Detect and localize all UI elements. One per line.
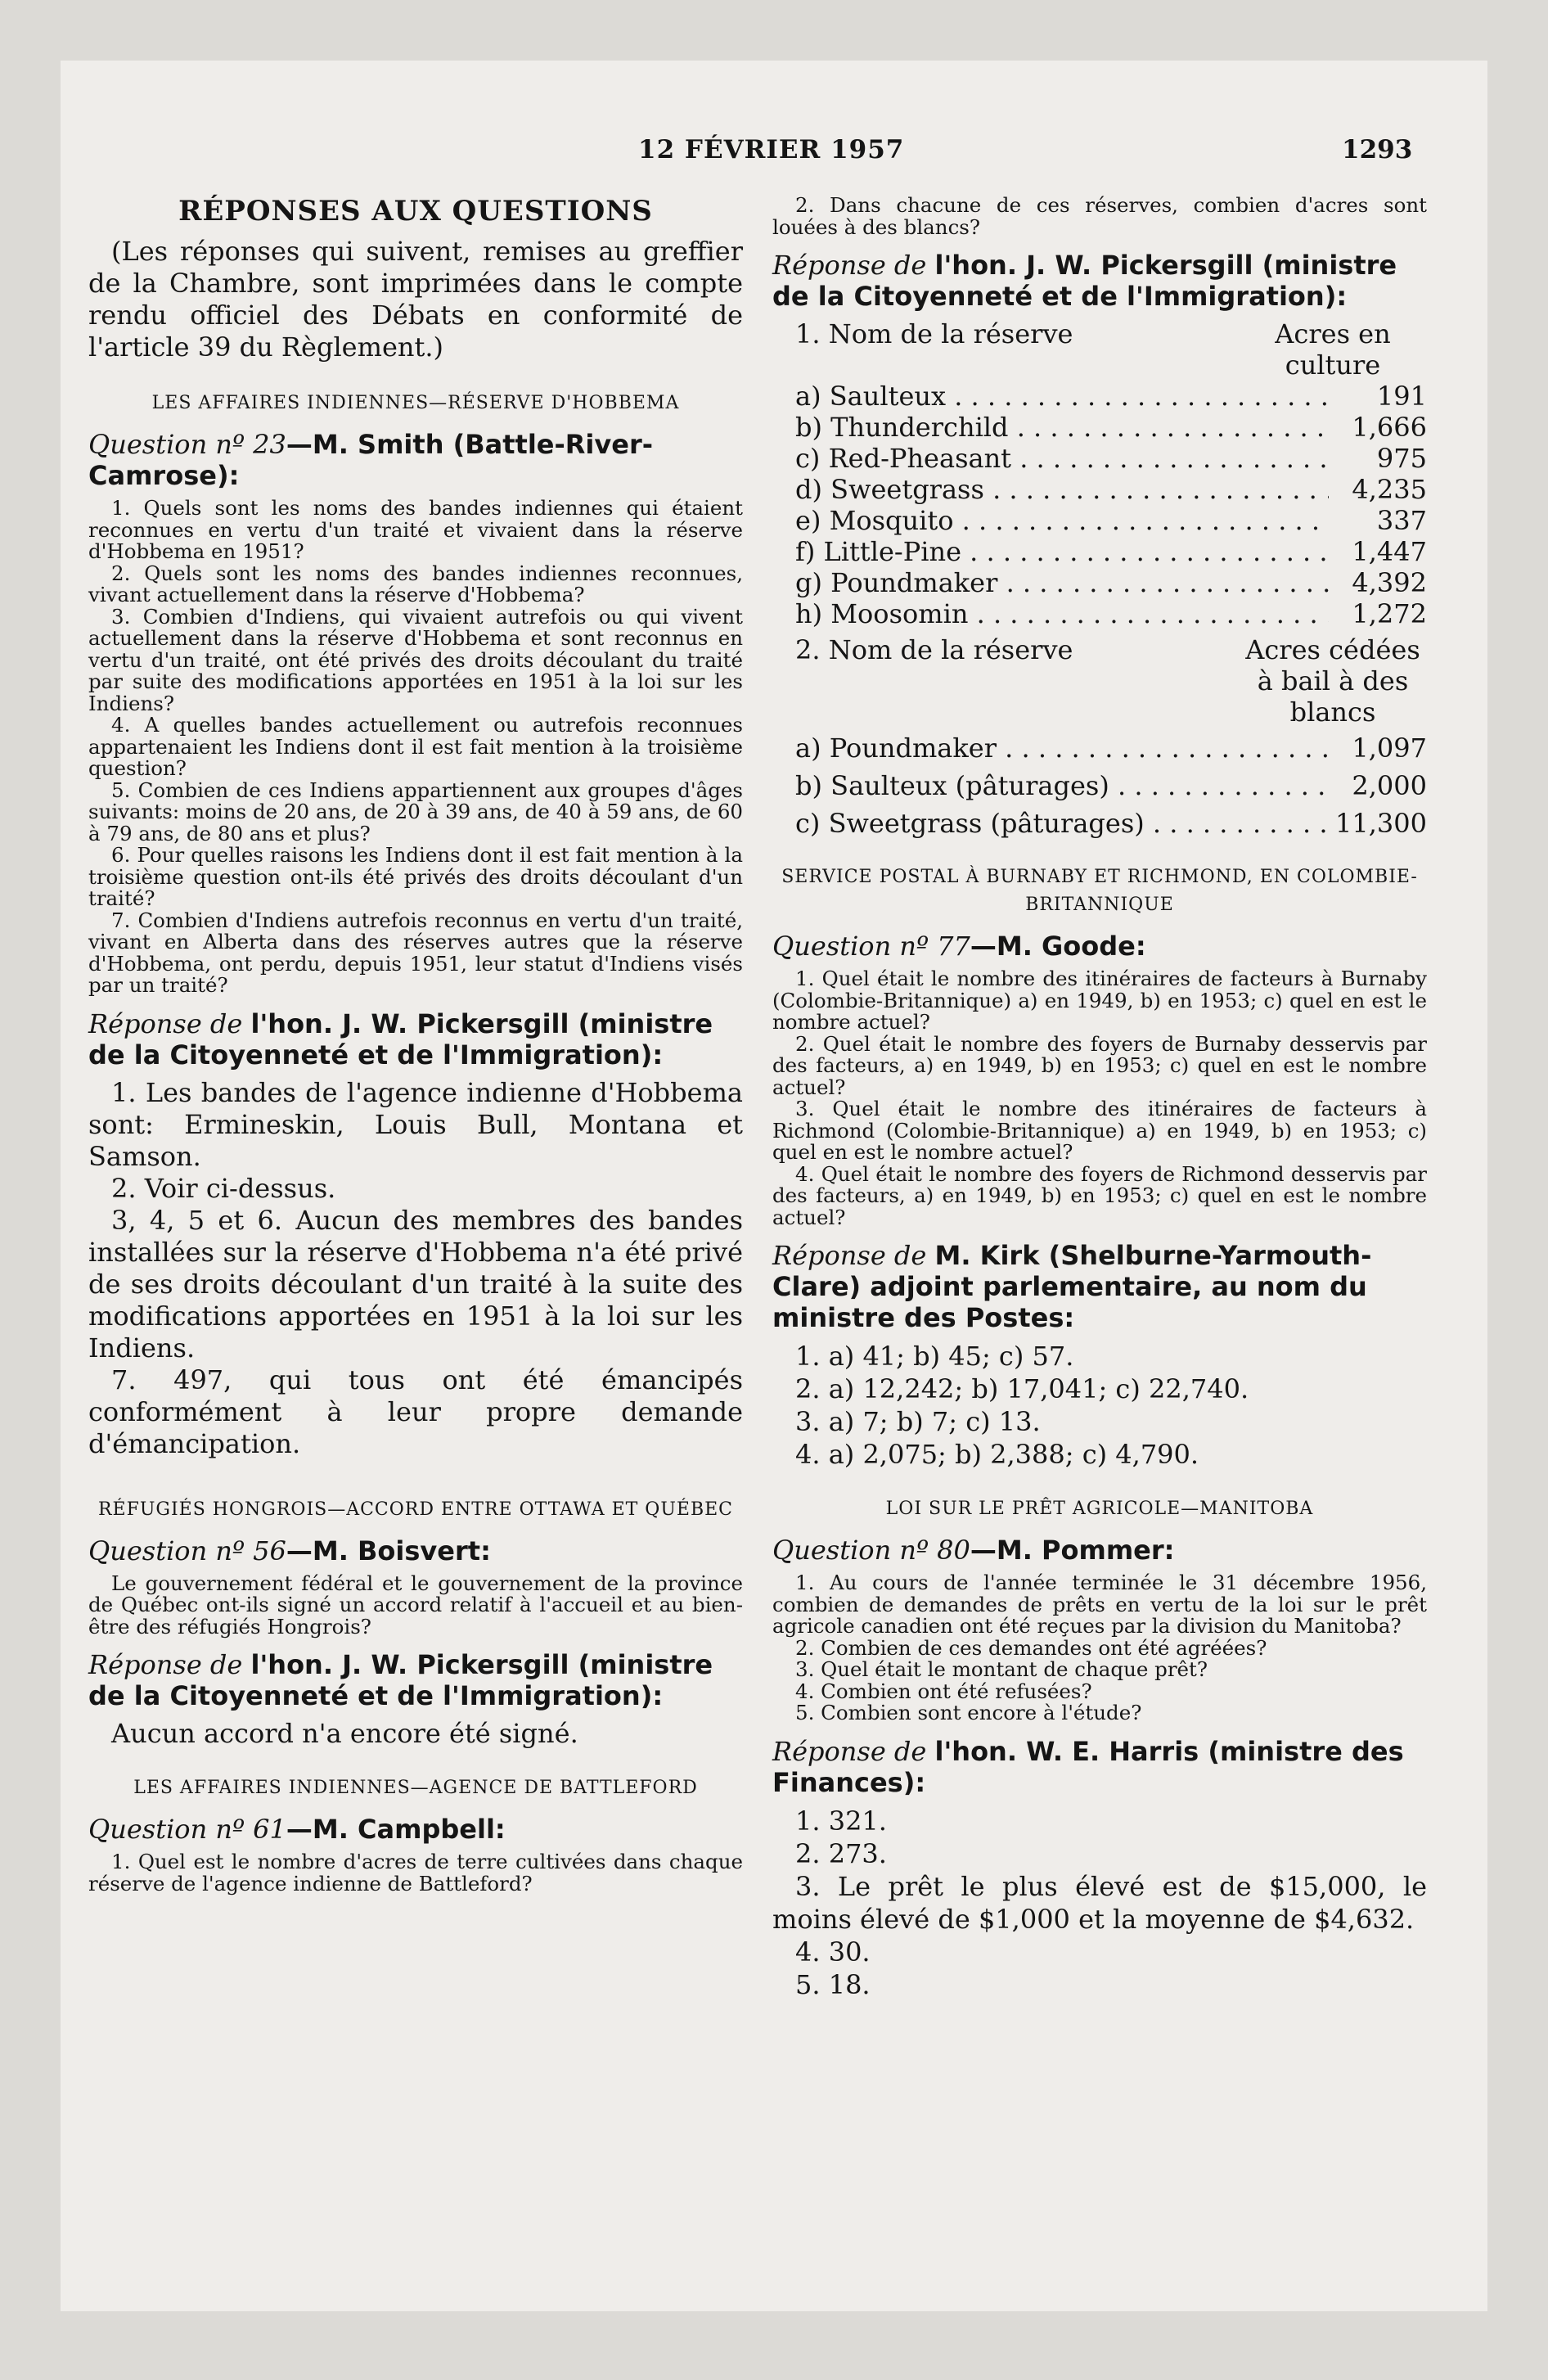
response-member: l'hon. J. W. Pickersgill (ministre de la Citoyenneté et de l'Immigration):: [88, 1007, 713, 1071]
table-head-left: 1. Nom de la réserve: [795, 318, 1073, 349]
table-header: [772, 318, 1427, 381]
response-prefix: Réponse de: [88, 1649, 243, 1680]
question-item: 2. Dans chacune de ces réserves, combien d'acres sont louées à des blancs?: [772, 193, 1427, 239]
question-61: [88, 1814, 743, 1845]
response-member: l'hon. J. W. Pickersgill (ministre de la Citoyenneté et de l'Immigration):: [772, 250, 1397, 312]
answer-item: 1. a) 41; b) 45; c) 57.: [795, 1341, 1074, 1372]
table-row: [795, 770, 1427, 801]
row-value: 191: [1376, 381, 1427, 412]
row-label: h) Moosomin . . .: [795, 598, 1329, 629]
question-member: —M. Boisvert:: [286, 1535, 491, 1566]
header-date: 12 FÉVRIER 1957: [638, 135, 905, 165]
row-label: b) Thunderchild . . .: [795, 412, 1329, 443]
table-header: [772, 634, 1427, 728]
row-label: g) Poundmaker . . .: [795, 567, 1329, 598]
question-number: Question nº 77: [772, 931, 970, 962]
response-prefix: Réponse de: [772, 250, 927, 281]
left-column: [88, 195, 743, 1895]
response-member: l'hon. J. W. Pickersgill (ministre de la Citoyenneté et de l'Immigration):: [88, 1649, 713, 1711]
table-row: [795, 381, 1427, 412]
scan-border-left: [0, 0, 61, 2380]
row-value: 1,097: [1352, 732, 1427, 764]
answer-item: 2. a) 12,242; b) 17,041; c) 22,740.: [795, 1373, 1249, 1404]
response-61: [772, 250, 1427, 312]
intro-paragraph: (Les réponses qui suivent, remises au greffier de la Chambre, sont imprimées dans le compte rendu officiel des Débats en conformité de l'article 39 du Règlement.): [88, 236, 743, 363]
section-heading-service-postal: SERVICE POSTAL À BURNABY ET RICHMOND, EN COLOMBIE-BRITANNIQUE: [781, 867, 1418, 915]
response-23: [88, 1008, 743, 1071]
response-prefix: Réponse de: [88, 1007, 243, 1039]
response-member: l'hon. W. E. Harris (ministre des Finances):: [772, 1735, 1404, 1798]
row-label: d) Sweetgrass . . .: [795, 474, 1329, 505]
table-head-left: 2. Nom de la réserve: [795, 634, 1073, 665]
row-value: 1,447: [1352, 536, 1427, 567]
question-item: 2. Combien de ces demandes ont été agréées?: [795, 1635, 1267, 1660]
response-56: [88, 1649, 743, 1711]
table-head-right: Acres cédées à bail à des blancs: [1245, 634, 1420, 728]
row-value: 2,000: [1352, 770, 1427, 801]
row-label: b) Saulteux (pâturages) . . .: [795, 770, 1329, 801]
section-heading-refugies: RÉFUGIÉS HONGROIS—ACCORD ENTRE OTTAWA ET QUÉBEC: [97, 1499, 734, 1520]
section-heading-pret-agricole: LOI SUR LE PRÊT AGRICOLE—MANITOBA: [885, 1499, 1314, 1519]
scan-border-top: [0, 0, 1548, 61]
page-header: [0, 135, 1548, 171]
question-number: Question nº 23: [88, 429, 286, 460]
question-item: 3. Quel était le nombre des itinéraires de facteurs à Richmond (Colombie-Britannique) a) en 1949, b) en 1953; c) quel en est le nombre actuel?: [772, 1097, 1427, 1164]
answer-item: 4. a) 2,075; b) 2,388; c) 4,790.: [795, 1439, 1199, 1470]
question-item: 7. Combien d'Indiens autrefois reconnus en vertu d'un traité, vivant en Alberta dans des réserves autres que la réserve d'Hobbema, ont perdu, depuis 1951, leur statut d'Indiens visés par un traité?: [88, 908, 743, 997]
row-label: a) Saulteux . . .: [795, 381, 1329, 412]
question-number: Question nº 56: [88, 1535, 286, 1566]
row-value: 4,392: [1352, 567, 1427, 598]
question-77: [772, 931, 1427, 962]
question-item: 2. Quel était le nombre des foyers de Burnaby desservis par des facteurs, a) en 1949, b) en 1953; c) quel en est le nombre actuel?: [772, 1031, 1427, 1099]
question-56: [88, 1535, 743, 1566]
response-member: M. Kirk (Shelburne-Yarmouth-Clare) adjoint parlementaire, au nom du ministre des Postes:: [772, 1240, 1372, 1333]
scan-border-right: [1487, 0, 1548, 2380]
page-number: 1293: [1342, 135, 1413, 165]
table-row: [795, 474, 1427, 505]
question-item: 5. Combien sont encore à l'étude?: [795, 1701, 1142, 1724]
response-80: [772, 1736, 1427, 1798]
question-member: —M. Campbell:: [286, 1814, 506, 1845]
table-row: [795, 505, 1427, 536]
table-row: [795, 732, 1427, 764]
row-label: e) Mosquito . . .: [795, 505, 1329, 536]
answer-item: 3, 4, 5 et 6. Aucun des membres des bandes installées sur la réserve d'Hobbema n'a été privé de ses droits découlant d'un traité à la suite des modifications apportées en 1951 à la loi sur les Indiens.: [88, 1204, 743, 1364]
answer-56: Aucun accord n'a encore été signé.: [111, 1718, 578, 1749]
answer-item: 4. 30.: [795, 1936, 871, 1968]
answer-item: 7. 497, qui tous ont été émancipés conformément à leur propre demande d'émancipation.: [88, 1364, 743, 1459]
question-item: 2. Quels sont les noms des bandes indiennes reconnues, vivant actuellement dans la réserve d'Hobbema?: [88, 561, 743, 606]
scan-border-bottom: [0, 2311, 1548, 2380]
question-member: —M. Pommer:: [970, 1535, 1175, 1566]
table-row: [795, 808, 1427, 839]
row-value: 975: [1376, 443, 1427, 474]
answer-item: 1. Les bandes de l'agence indienne d'Hobbema sont: Ermineskin, Louis Bull, Montana et Samson.: [88, 1076, 743, 1172]
row-label: a) Poundmaker . . .: [795, 732, 1329, 764]
row-value: 4,235: [1352, 474, 1427, 505]
table-row: [795, 443, 1427, 474]
right-column: [772, 195, 1427, 2001]
question-item: 1. Quel était le nombre des itinéraires de facteurs à Burnaby (Colombie-Britannique) a) en 1949, b) en 1953; c) quel en est le nombre actuel?: [772, 967, 1427, 1034]
row-value: 1,666: [1352, 412, 1427, 443]
answer-item: 2. 273.: [795, 1837, 887, 1869]
question-56-text: Le gouvernement fédéral et le gouvernement de la province de Québec ont-ils signé un accord relatif à l'accueil et au bien-être des réfugiés Hongrois?: [88, 1571, 743, 1639]
question-number: Question nº 80: [772, 1535, 970, 1566]
section-heading-battleford: LES AFFAIRES INDIENNES—AGENCE DE BATTLEFORD: [133, 1778, 698, 1798]
table-row: [795, 412, 1427, 443]
table-acres-culture: [772, 318, 1427, 629]
question-item: 3. Combien d'Indiens, qui vivaient autrefois ou qui vivent actuellement dans la réserve d'Hobbema et sont reconnus en vertu d'un traité, ont été privés des droits découlant du traité par suite des modifications apportées en 1951 à la loi sur les Indiens?: [88, 604, 743, 715]
question-item: 1. Quels sont les noms des bandes indiennes qui étaient reconnues en vertu d'un traité et vivaient dans la réserve d'Hobbema en 1951?: [88, 496, 743, 563]
row-value: 337: [1376, 505, 1427, 536]
question-item: 1. Au cours de l'année terminée le 31 décembre 1956, combien de demandes de prêts en vertu de la loi sur le prêt agricole canadien ont été reçues par la division du Manitoba?: [772, 1571, 1427, 1638]
question-item: 5. Combien de ces Indiens appartiennent aux groupes d'âges suivants: moins de 20 ans, de 20 à 39 ans, de 40 à 59 ans, de 60 à 79 ans, de 80 ans et plus?: [88, 778, 743, 845]
question-number: Question nº 61: [88, 1814, 286, 1845]
answers-80: [772, 1805, 1427, 2001]
question-77-items: [772, 968, 1427, 1228]
answer-item: 1. 321.: [795, 1805, 887, 1837]
row-value: 11,300: [1335, 808, 1427, 839]
row-label: f) Little-Pine . . .: [795, 536, 1329, 567]
answers-77: [772, 1340, 1427, 1471]
row-value: 1,272: [1352, 598, 1427, 629]
table-row: [795, 598, 1427, 629]
response-prefix: Réponse de: [772, 1240, 927, 1271]
response-prefix: Réponse de: [772, 1735, 927, 1767]
question-80-items: [772, 1572, 1427, 1724]
table-row: [795, 567, 1427, 598]
question-item: 6. Pour quelles raisons les Indiens dont il est fait mention à la troisième question ont-ils été privés des droits découlant d'un traité?: [88, 843, 743, 910]
page-title: RÉPONSES AUX QUESTIONS: [178, 195, 653, 228]
question-item: 1. Quel est le nombre d'acres de terre cultivées dans chaque réserve de l'agence indienne de Battleford?: [88, 1850, 743, 1895]
question-member: —M. Smith (Battle-River-Camrose):: [88, 429, 653, 491]
question-item: 3. Quel était le montant de chaque prêt?: [795, 1657, 1208, 1681]
answer-item: 2. Voir ci-dessus.: [111, 1172, 336, 1204]
question-23-items: [88, 498, 743, 997]
question-80: [772, 1535, 1427, 1566]
response-77: [772, 1240, 1427, 1333]
row-label: c) Red-Pheasant . . .: [795, 443, 1329, 474]
table-head-right: Acres en culture: [1275, 318, 1391, 381]
answer-item: 3. Le prêt le plus élevé est de $15,000, le moins élevé de $1,000 et la moyenne de $4,632.: [772, 1870, 1427, 1935]
answer-item: 3. a) 7; b) 7; c) 13.: [795, 1406, 1041, 1437]
question-item: 4. Quel était le nombre des foyers de Richmond desservis par des facteurs, a) en 1949, b) en 1953; c) quel en est le nombre actuel?: [772, 1161, 1427, 1229]
table-acres-cedees: [772, 634, 1427, 839]
answers-23: [88, 1077, 743, 1460]
section-heading-hobbema: LES AFFAIRES INDIENNES—RÉSERVE D'HOBBEMA: [151, 393, 680, 413]
question-23: [88, 429, 743, 491]
table-row: [795, 536, 1427, 567]
question-item: 4. Combien ont été refusées?: [795, 1679, 1092, 1703]
answer-item: 5. 18.: [795, 1968, 871, 2000]
question-member: —M. Goode:: [970, 931, 1146, 962]
question-item: 4. A quelles bandes actuellement ou autrefois reconnues appartenaient les Indiens dont il est fait mention à la troisième question?: [88, 713, 743, 780]
row-label: c) Sweetgrass (pâturages) . . .: [795, 808, 1329, 839]
